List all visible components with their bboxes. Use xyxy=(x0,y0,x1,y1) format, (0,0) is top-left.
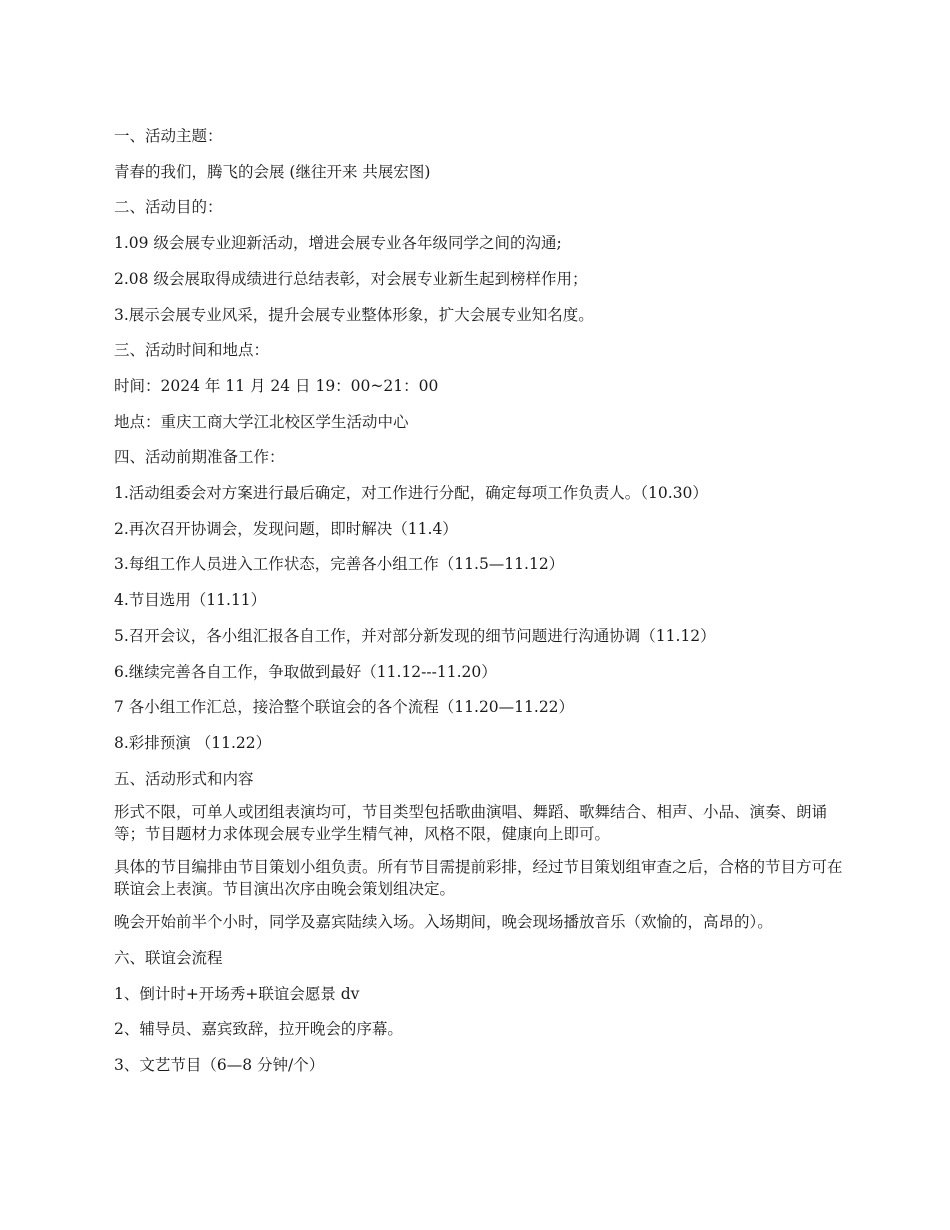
prep-item-1: 1.活动组委会对方案进行最后确定，对工作进行分配，确定每项工作负责人。（10.30） xyxy=(114,484,708,503)
prep-item-8: 8.彩排预演 （11.22） xyxy=(114,733,272,752)
document-body xyxy=(114,124,844,1089)
event-time: 时间：2024 年 11 月 24 日 19：00~21：00 xyxy=(114,376,439,395)
purpose-item-2: 2.08 级会展取得成绩进行总结表彰，对会展专业新生起到榜样作用； xyxy=(114,269,588,288)
purpose-item-3: 3.展示会展专业风采，提升会展专业整体形象，扩大会展专业知名度。 xyxy=(114,305,594,324)
prep-item-3: 3.每组工作人员进入工作状态，完善各小组工作（11.5—11.12） xyxy=(114,555,565,574)
section-heading-program: 六、联谊会流程 xyxy=(114,948,223,967)
section-heading-theme: 一、活动主题： xyxy=(114,127,223,145)
section-heading-format: 五、活动形式和内容 xyxy=(114,769,254,788)
format-paragraph-3: 晚会开始前半个小时，同学及嘉宾陆续入场。入场期间，晚会现场播放音乐（欢愉的，高昂的）。 xyxy=(114,913,773,932)
prep-item-6: 6.继续完善各自工作，争取做到最好（11.12---11.20） xyxy=(114,662,497,681)
prep-item-7: 7 各小组工作汇总，接洽整个联谊会的各个流程（11.20—11.22） xyxy=(114,698,575,717)
program-item-2: 2、辅导员、嘉宾致辞，拉开晚会的序幕。 xyxy=(114,1020,403,1039)
program-item-1: 1、倒计时+开场秀+联谊会愿景 dv xyxy=(114,984,360,1003)
prep-item-5: 5.召开会议，各小组汇报各自工作，并对部分新发现的细节问题进行沟通协调（11.12） xyxy=(114,626,716,645)
theme-text: 青春的我们，腾飞的会展 (继往开来 共展宏图) xyxy=(114,162,431,181)
format-paragraph-2: 具体的节目编排由节目策划小组负责。所有节目需提前彩排，经过节目策划组审查之后，合格的节目方可在联谊会上表演。节目演出次序由晚会策划组决定。 xyxy=(114,858,843,898)
program-item-3: 3、文艺节目（6—8 分钟/个） xyxy=(114,1055,325,1074)
section-heading-time-place: 三、活动时间和地点： xyxy=(114,341,270,360)
format-paragraph-1: 形式不限，可单人或团组表演均可，节目类型包括歌曲演唱、舞蹈、歌舞结合、相声、小品、演奏、朗诵等；节目题材力求体现会展专业学生精气神，风格不限，健康向上即可。 xyxy=(114,803,828,843)
section-heading-preparation: 四、活动前期准备工作： xyxy=(114,448,285,467)
section-heading-purpose: 二、活动目的： xyxy=(114,198,223,217)
purpose-item-1: 1.09 级会展专业迎新活动，增进会展专业各年级同学之间的沟通; xyxy=(114,234,562,253)
prep-item-4: 4.节目选用（11.11） xyxy=(114,591,267,610)
prep-item-2: 2.再次召开协调会，发现问题，即时解决（11.4） xyxy=(114,519,458,538)
event-location: 地点：重庆工商大学江北校区学生活动中心 xyxy=(114,412,409,431)
